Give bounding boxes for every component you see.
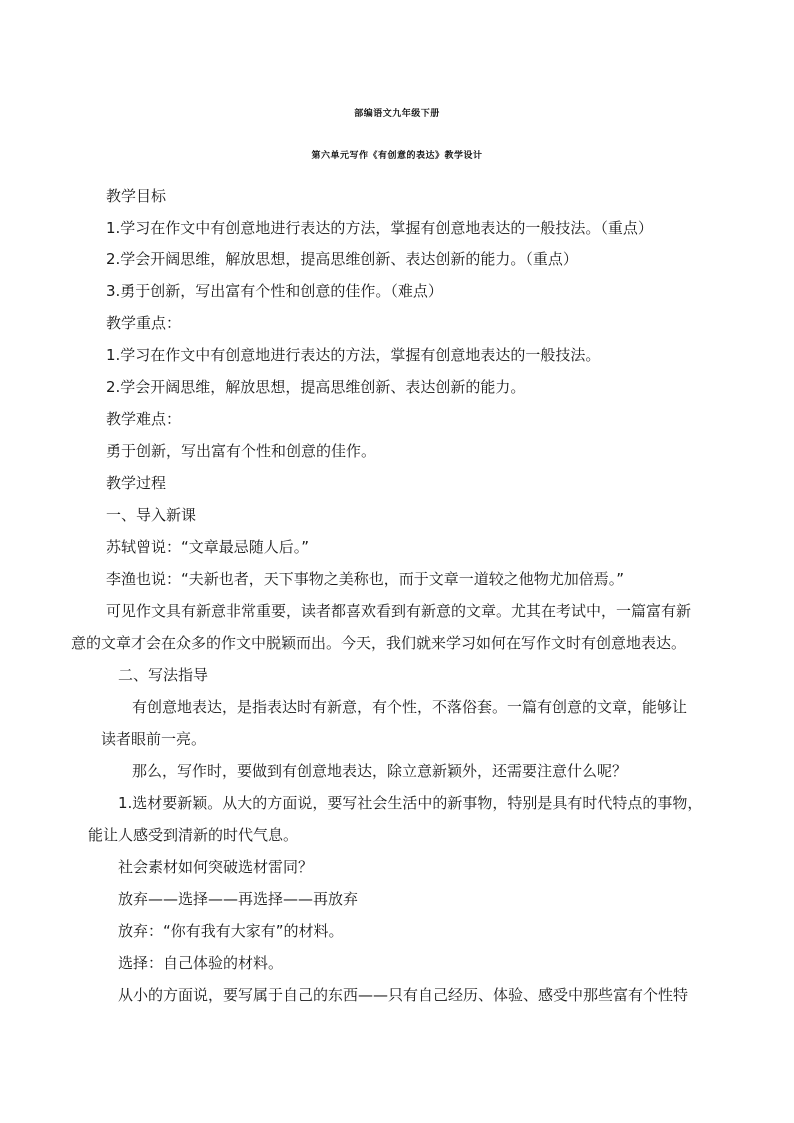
document-subtitle: 第六单元写作《有创意的表达》教学设计: [311, 151, 483, 161]
paragraph-line: 可见作文具有新意非常重要，读者都喜欢看到有新意的文章。尤其在考试中，一篇富有新: [106, 602, 692, 620]
key-point-item-2: 2.学会开阔思维，解放思想，提高思维创新、表达创新的能力。: [106, 378, 526, 396]
paragraph-line: 1.选材要新颖。从大的方面说，要写社会生活中的新事物，特别是具有时代特点的事物，: [118, 794, 703, 812]
paragraph-line: 那么，写作时，要做到有创意地表达，除立意新颖外，还需要注意什么呢？: [132, 762, 628, 780]
goal-item-2: 2.学会开阔思维，解放思想，提高思维创新、表达创新的能力。（重点）: [106, 250, 578, 268]
heading-difficulties: 教学难点：: [106, 410, 182, 428]
goal-item-3: 3.勇于创新，写出富有个性和创意的佳作。（难点）: [106, 282, 443, 300]
paragraph-line: 选择：自己体验的材料。: [118, 954, 284, 972]
key-point-item-1: 1.学习在作文中有创意地进行表达的方法，掌握有创意地表达的一般技法。: [106, 346, 601, 364]
heading-key-points: 教学重点：: [106, 314, 182, 332]
document-title: 部编语文九年级下册: [354, 109, 440, 119]
quote-li-yu: 李渔也说：“夫新也者，天下事物之美称也，而于文章一道较之他物尤加倍焉。”: [106, 570, 625, 588]
paragraph-line: 能让人感受到清新的时代气息。: [88, 826, 299, 844]
paragraph-line: 放弃：“你有我有大家有”的材料。: [118, 922, 344, 940]
goal-item-1: 1.学习在作文中有创意地进行表达的方法，掌握有创意地表达的一般技法。（重点）: [106, 219, 653, 237]
paragraph-line: 意的文章才会在众多的作文中脱颖而出。今天，我们就来学习如何在写作文时有创意地表达。: [71, 634, 687, 652]
paragraph-line: 放弃——选择——再选择——再放弃: [118, 890, 359, 908]
paragraph-line: 读者眼前一亮。: [101, 730, 207, 748]
section-1-heading: 一、导入新课: [106, 506, 197, 524]
section-2-heading: 二、写法指导: [118, 666, 209, 684]
paragraph-line: 社会素材如何突破选材雷同？: [118, 858, 314, 876]
paragraph-line: 从小的方面说，要写属于自己的东西——只有自己经历、体验、感受中那些富有个性特: [118, 986, 689, 1004]
paragraph-line: 有创意地表达，是指表达时有新意，有个性，不落俗套。一篇有创意的文章，能够让: [132, 698, 688, 716]
quote-su-shi: 苏轼曾说：“文章最忌随人后。”: [106, 538, 310, 556]
difficulty-item: 勇于创新，写出富有个性和创意的佳作。: [106, 442, 377, 460]
heading-teaching-process: 教学过程: [106, 474, 167, 492]
heading-teaching-goals: 教学目标: [106, 187, 167, 205]
